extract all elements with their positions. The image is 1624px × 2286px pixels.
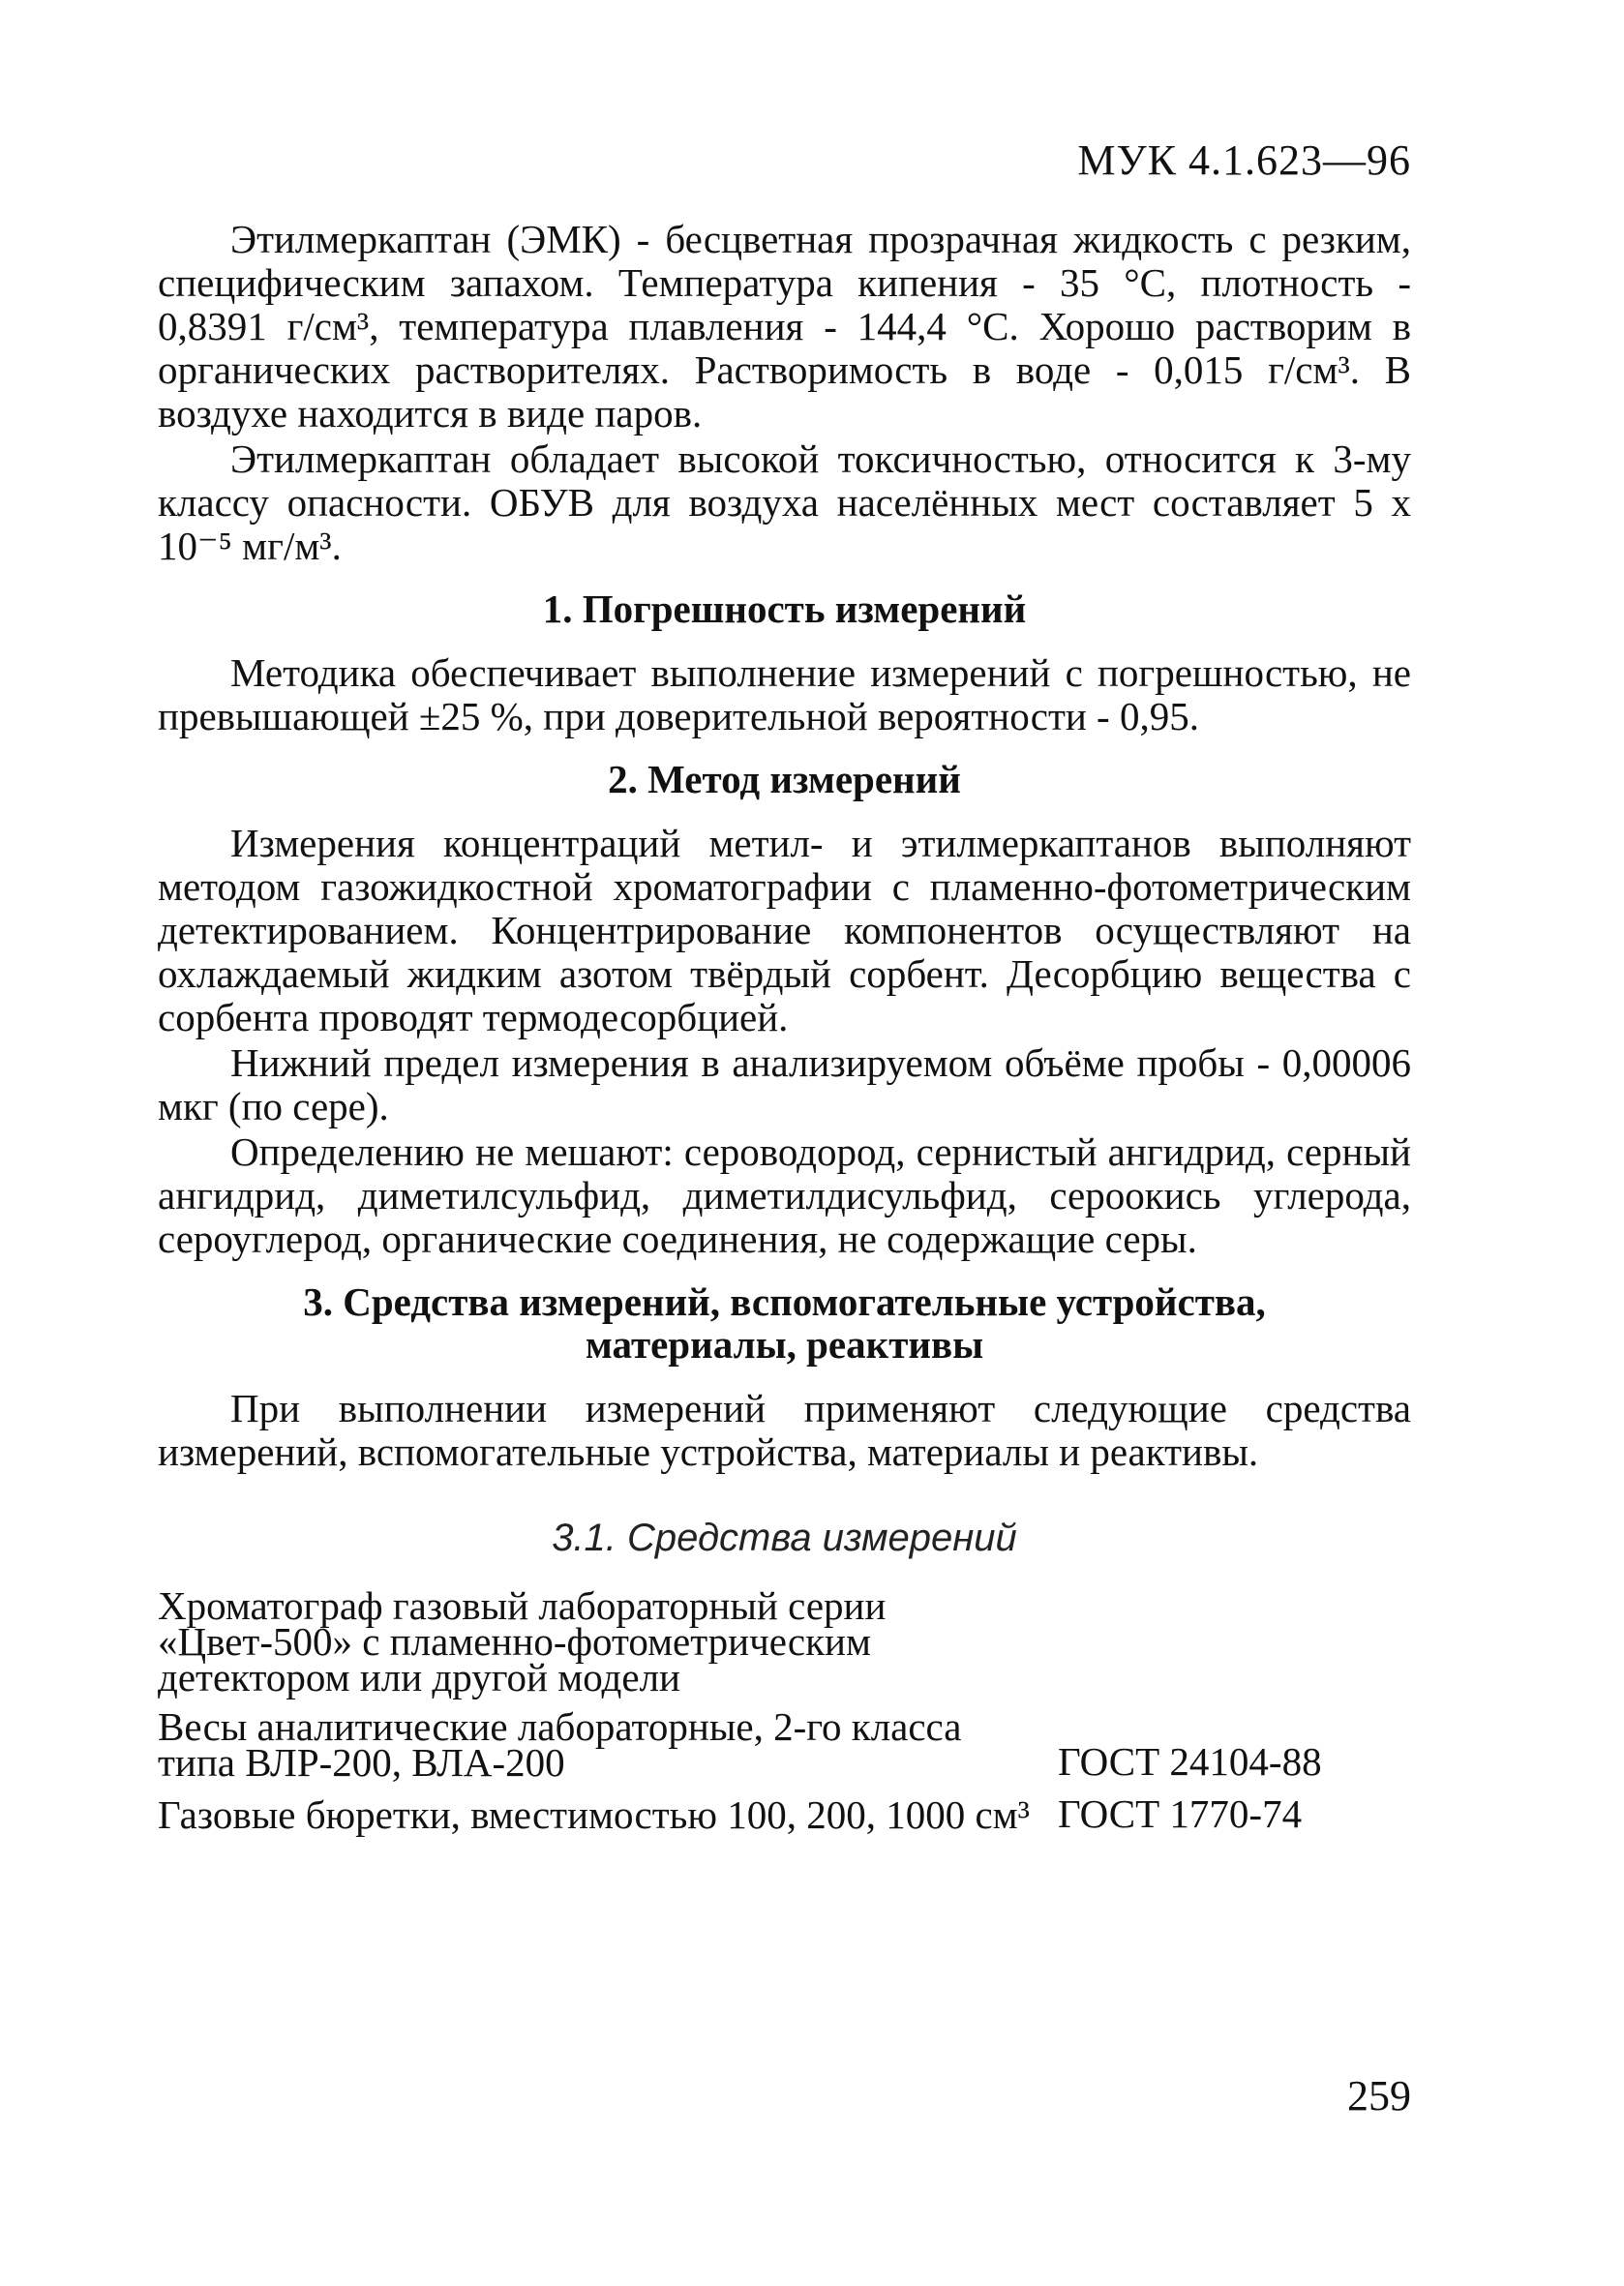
section-3-paragraph: При выполнении измерений применяют следующие средства измерений, вспомогательные устройства, материалы и реактивы. [158, 1386, 1411, 1474]
section-1-heading: 1. Погрешность измерений [542, 587, 1027, 631]
equipment-name: Весы аналитические лабораторные, 2-го класса типа ВЛР-200, ВЛА-200 [158, 1704, 962, 1785]
section-1-paragraph: Методика обеспечивает выполнение измерений с погрешностью, не превышающей ±25 %, при доверительной вероятности - 0,95. [158, 650, 1411, 738]
section-2-heading: 2. Метод измерений [608, 757, 961, 801]
intro-paragraph-2: Этилмеркаптан обладает высокой токсичностью, относится к 3-му классу опасности. ОБУВ для воздуха населённых мест составляет 5 х 10⁻⁵ мг/м³. [158, 436, 1411, 568]
document-code: МУК 4.1.623—96 [1077, 136, 1411, 184]
section-2-paragraph-3: Определению не мешают: сероводород, сернистый ангидрид, серный ангидрид, диметилсульфид, диметилдисульфид, сероокись углерода, сероуглерод, органические соединения, не содержащие серы. [158, 1129, 1411, 1261]
section-3-heading-line-2: материалы, реактивы [585, 1322, 984, 1367]
equipment-name: Хроматограф газовый лабораторный серии «Цвет-500» с пламенно-фотометрическим детектором или другой модели [158, 1583, 887, 1699]
equipment-row [158, 1583, 1411, 1699]
equipment-row [158, 1791, 1411, 1837]
intro-paragraph-1: Этилмеркаптан (ЭМК) - бесцветная прозрачная жидкость с резким, специфическим запахом. Температура кипения - 35 °С, плотность - 0,8391 г/см³, температура плавления - 144,4 °С. Хорошо растворим в органических растворителях. Растворимость в воде - 0,015 г/см³. В воздухе находится в виде паров. [158, 217, 1411, 436]
equipment-name: Газовые бюретки, вместимостью 100, 200, 1000 см³ [158, 1792, 1030, 1837]
section-2-paragraph-1: Измерения концентраций метил- и этилмеркаптанов выполняют методом газожидкостной хроматографии с пламенно-фотометрическим детектированием. Концентрирование компонентов осуществляют на охлаждаемый жидким азотом твёрдый сорбент. Десорбцию вещества с сорбента проводят термодесорбцией. [158, 821, 1411, 1039]
subsection-3-1-heading: 3.1. Средства измерений [552, 1517, 1017, 1559]
equipment-standard: ГОСТ 24104-88 [1058, 1739, 1322, 1784]
page-number: 259 [1347, 2072, 1411, 2120]
equipment-row [158, 1704, 1411, 1785]
equipment-standard: ГОСТ 1770-74 [1058, 1791, 1303, 1836]
document-body [158, 217, 1411, 1837]
section-3-heading-line-1: 3. Средства измерений, вспомогательные устройства, [303, 1279, 1266, 1324]
section-3-heading [158, 1280, 1411, 1366]
section-2-paragraph-2: Нижний предел измерения в анализируемом объёме пробы - 0,00006 мкг (по сере). [158, 1040, 1411, 1128]
